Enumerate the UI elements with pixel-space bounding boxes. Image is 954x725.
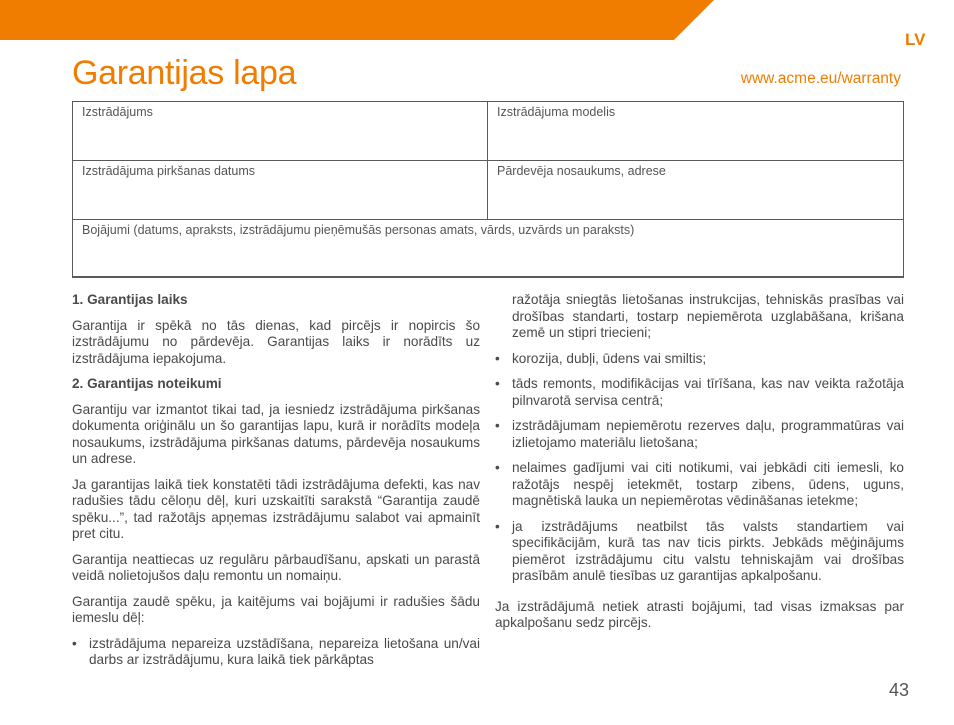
bullet-icon: • (495, 518, 500, 534)
seller-field[interactable]: Pārdevēja nosaukums, adrese (497, 164, 666, 178)
language-code: LV (905, 30, 926, 49)
section1-heading: 1. Garantijas laiks (72, 292, 188, 307)
section1-text: Garantija ir spēkā no tās dienas, kad pircējs ir nopircis šo izstrādājumu no pārdevēja. Garantijas laiks ir norādīts uz izstrādājuma iepakojuma. (72, 317, 480, 366)
section2-heading: 2. Garantijas noteikumi (72, 376, 222, 391)
left-column (72, 292, 480, 678)
bullet-icon: • (495, 350, 500, 366)
list-item-continued: ražotāja sniegtās lietošanas instrukcijas, tehniskās prasības vai drošības standarti, tostarp nepiemērota uzglabāšana, krišana zemē un stipri triecieni; (512, 292, 904, 340)
bullet-icon: • (495, 460, 500, 475)
section2-paragraph: Ja garantijas laikā tiek konstatēti tādi izstrādājuma defekti, kas nav radušies tādu cēloņu dēļ, kuri uzskaitīti sarakstā “Garantija zaudē spēku...”, tad ražotājs apņemas izstrādājumu salabot vai apmainīt pret citu. (72, 476, 480, 541)
final-paragraph: Ja izstrādājumā netiek atrasti bojājumi, tad visas izmaksas par apkalpošanu sedz pircējs. (495, 598, 904, 630)
orange-header-banner (0, 0, 954, 40)
page-title: Garantijas lapa (72, 54, 297, 92)
exclusions-list (495, 351, 904, 585)
list-item (495, 460, 904, 510)
right-column (495, 292, 904, 641)
form-row-purchase (73, 161, 903, 220)
warranty-form (72, 101, 904, 278)
section2-paragraph: Garantiju var izmantot tikai tad, ja iesniedz izstrādājuma pirkšanas dokumenta oriģinālu un šo garantijas lapu, kurā ir norādīts modeļa nosaukums, izstrādājuma pirkšanas datums, pārdevēja nosaukums un adrese. (72, 401, 480, 466)
list-item (495, 351, 904, 368)
page-number: 43 (889, 680, 910, 700)
form-row-product (73, 102, 903, 161)
model-field[interactable]: Izstrādājuma modelis (497, 105, 616, 119)
form-row-defects (73, 220, 903, 277)
warranty-url-link[interactable]: www.acme.eu/warranty (740, 70, 901, 87)
product-field[interactable]: Izstrādājums (73, 102, 488, 160)
bullet-icon: • (495, 418, 500, 433)
bullet-icon: • (72, 635, 77, 651)
purchase-date-field[interactable]: Izstrādājuma pirkšanas datums (73, 161, 488, 219)
list-item-text: izstrādājuma nepareiza uzstādīšana, nepareiza lietošana un/vai darbs ar izstrādājumu, kura laikā tiek pārkāptas (89, 635, 480, 667)
list-item (72, 636, 480, 669)
list-item (495, 418, 904, 451)
list-item-text: ja izstrādājums neatbilst tās valsts standartiem vai specifikācijām, kurā tas nav ticis pirkts. Jebkāds mēģinājums piemērot izstrādājumu citu valstu tehniskajām vai drošības prasībām anulē tiesības uz garantijas apkalpošanu. (512, 518, 904, 583)
section2-paragraph: Garantija neattiecas uz regulāru pārbaudīšanu, apskati un parastā veidā nolietojušos daļu remontu un nomaiņu. (72, 551, 480, 583)
list-item-text: tāds remonts, modifikācijas vai tīrīšana, kas nav veikta ražotāja pilnvarotā servisa centrā; (512, 376, 904, 408)
defects-field[interactable]: Bojājumi (datums, apraksts, izstrādājumu pieņēmušās personas amats, vārds, uzvārds un paraksts) (82, 223, 635, 237)
list-item-text: izstrādājumam nepiemērotu rezerves daļu, programmatūras vai izlietojamo materiālu lietošana; (512, 418, 904, 450)
bullet-icon: • (495, 376, 500, 391)
exclusions-list (72, 636, 480, 669)
section2-paragraph: Garantija zaudē spēku, ja kaitējums vai bojājumi ir radušies šādu iemeslu dēļ: (72, 593, 480, 625)
list-item (495, 376, 904, 409)
list-item-text: korozija, dubļi, ūdens vai smiltis; (512, 350, 707, 366)
list-item-text: nelaimes gadījumi vai citi notikumi, vai jebkādi citi iemesli, ko ražotājs nespēj ietekmēt, tostarp zibens, ūdens, uguns, magnētiskā lauka un nepiemērotas vēdināšanas ietekme; (512, 460, 904, 508)
list-item (495, 519, 904, 585)
